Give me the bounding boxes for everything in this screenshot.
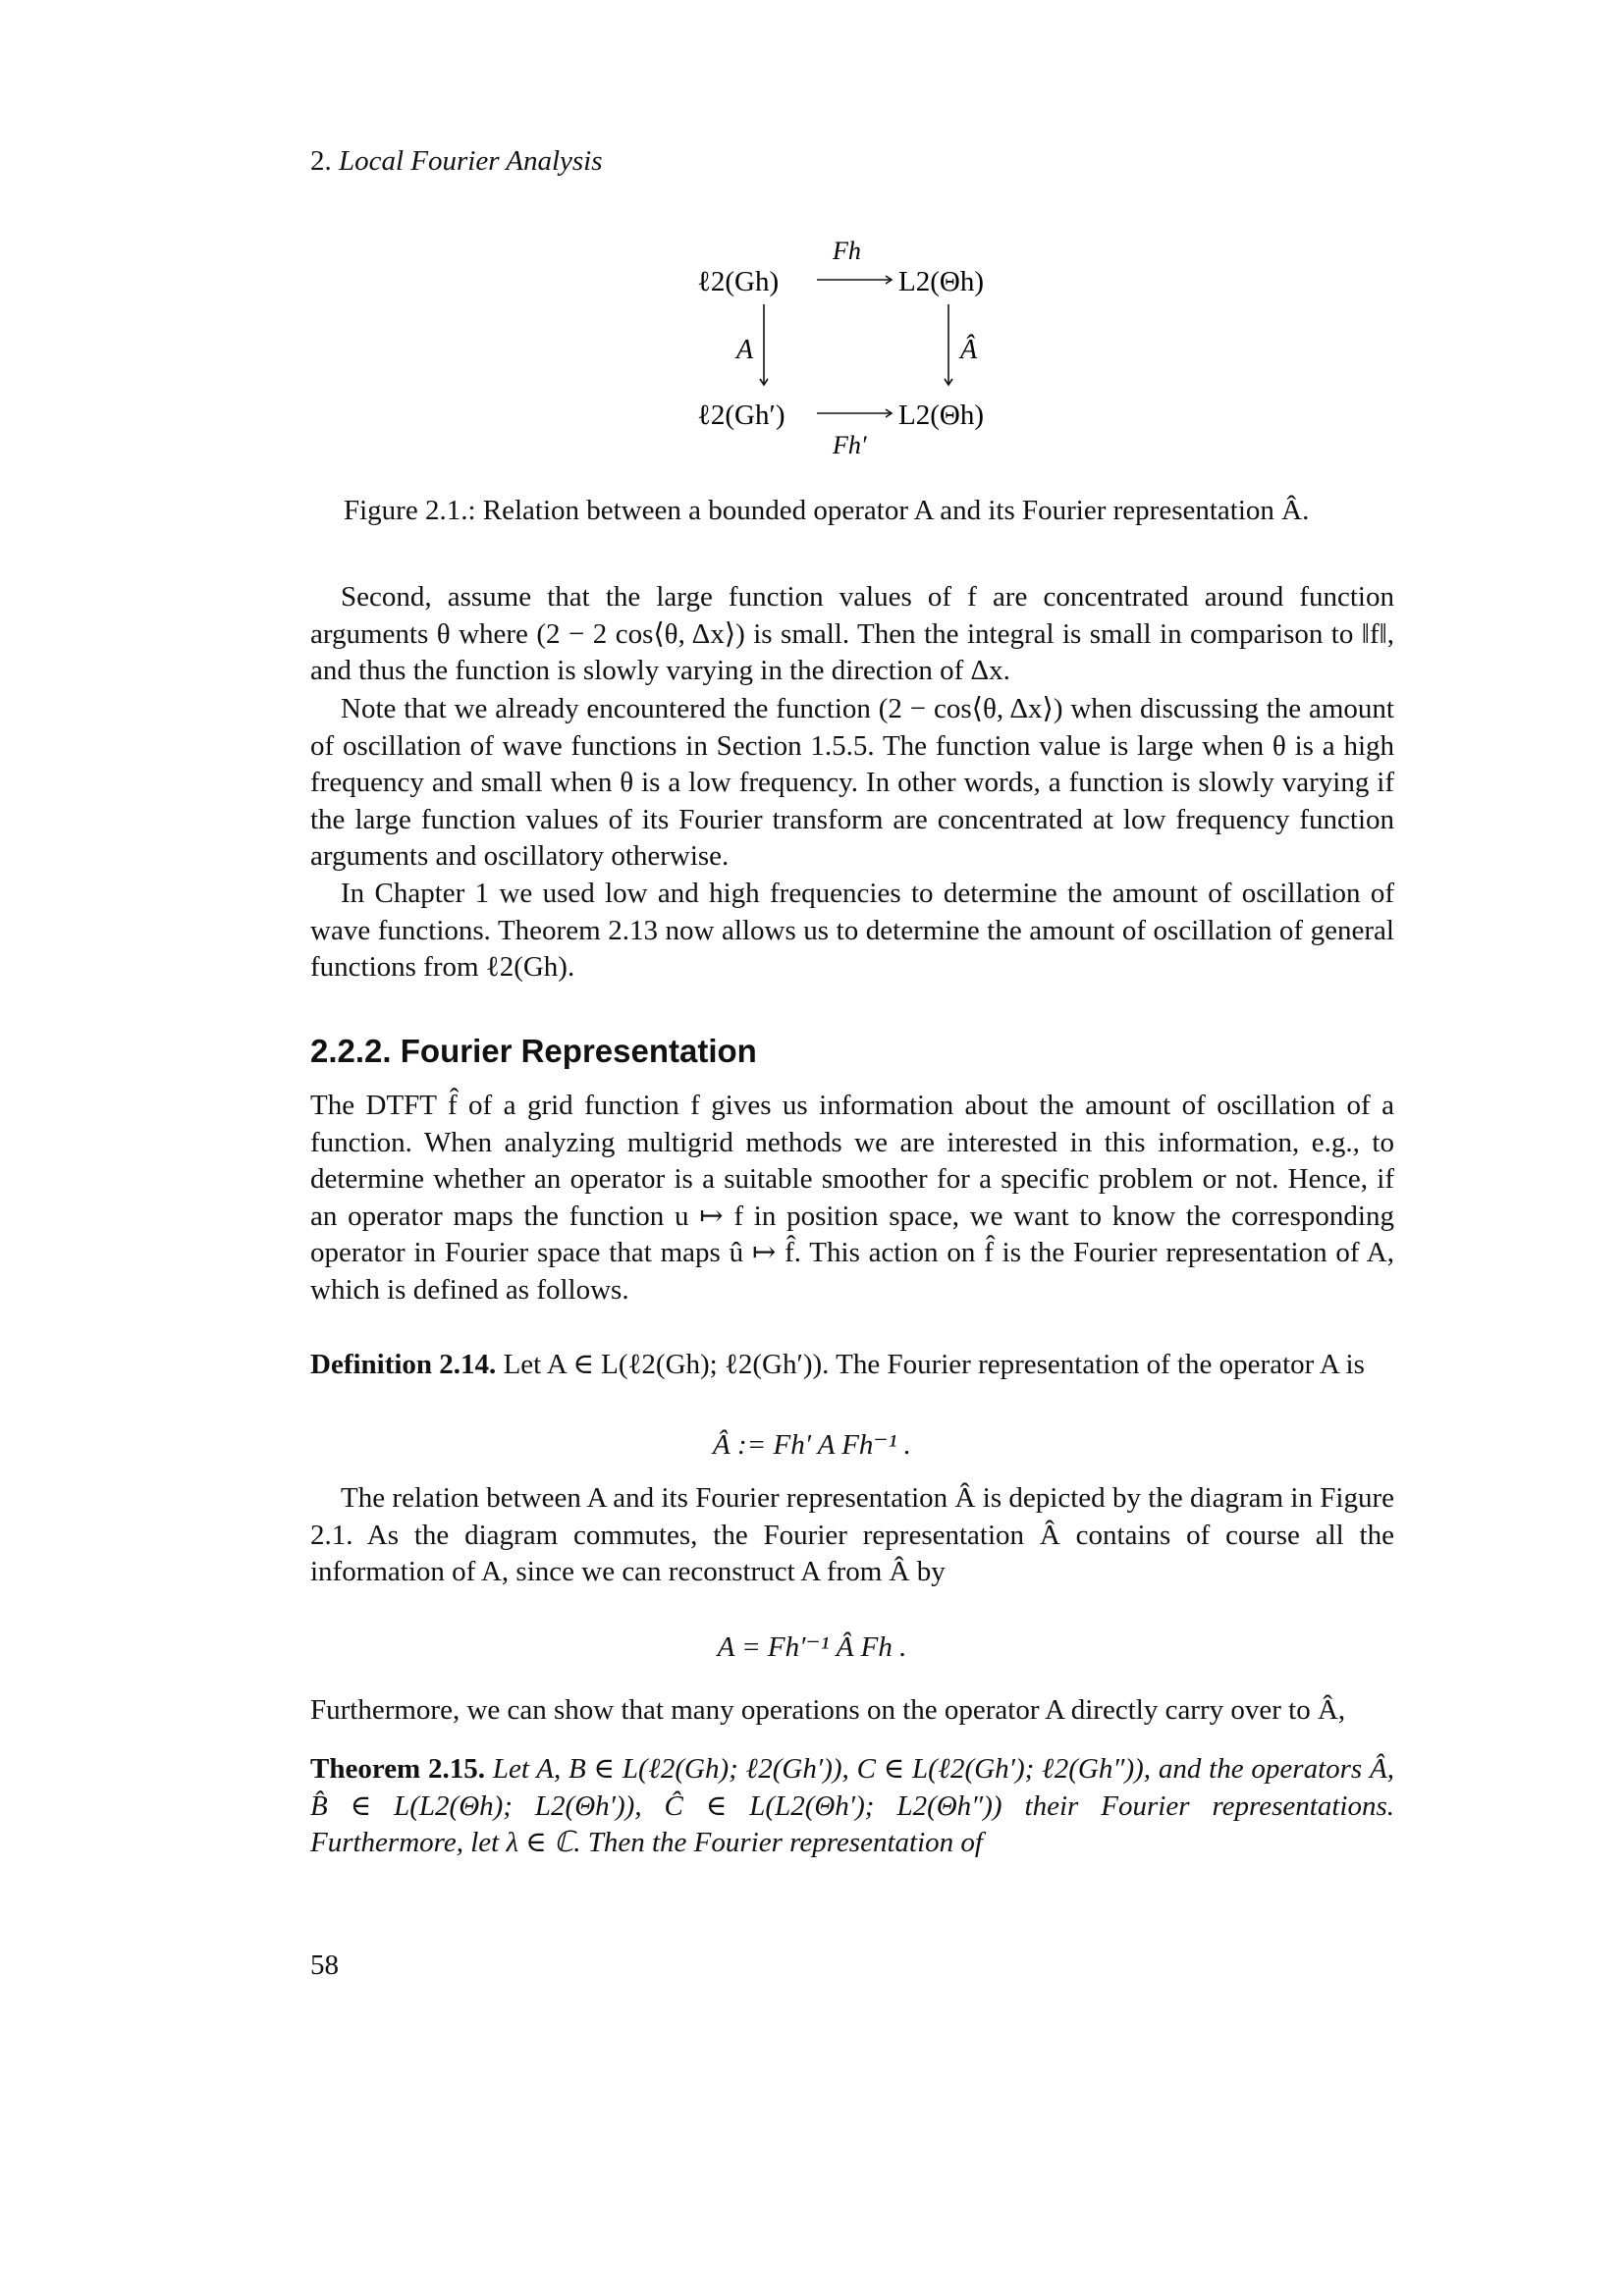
definition-2-14	[310, 1347, 1394, 1384]
running-head	[310, 145, 603, 178]
caption-label: Figure 2.1.:	[344, 495, 476, 526]
section-heading	[310, 1033, 757, 1070]
definition-equation: Â := Fh′ A Fh⁻¹ .	[713, 1429, 911, 1461]
definition-label: Definition 2.14.	[310, 1349, 497, 1380]
paragraph-1: Second, assume that the large function values of f are concentrated around function arguments θ where (2 − 2 cos⟨θ, Δx⟩) is small. Then the integral is small in comparison to ‖f‖, and thus the function is slowly varying in the direction of Δx.	[310, 581, 1394, 686]
diagram-top-arrow-label: Fh	[833, 237, 861, 265]
chapter-number: 2.	[310, 145, 332, 177]
figure-caption	[344, 495, 1309, 527]
theorem-text: Let A, B ∈ L(ℓ2(Gh); ℓ2(Gh′)), C ∈ L(ℓ2(Gh′); ℓ2(Gh″)), and the operators Â, B̂ ∈ L(L2(Θh); L2(Θh′)), Ĉ ∈ L(L2(Θh′); L2(Θh″)) their Fourier representations. Furthermore, let λ ∈ ℂ. Then the Fourier representation of	[310, 1753, 1394, 1858]
diagram-bottom-right: L2(Θh)	[898, 400, 984, 431]
paragraph-2: Note that we already encountered the function (2 − cos⟨θ, Δx⟩) when discussing the amount of oscillation of wave functions in Section 1.5.5. The function value is large when θ is a high frequency and small when θ is a low frequency. In other words, a function is slowly varying if the large function values of its Fourier transform are concentrated at low frequency function arguments and oscillatory otherwise.	[310, 693, 1394, 872]
diagram-left-arrow-label: A	[736, 335, 754, 365]
paragraph-5: The relation between A and its Fourier representation Â is depicted by the diagram in Figure 2.1. As the diagram commutes, the Fourier representation Â contains of course all the information of A, since we can reconstruct A from Â by	[310, 1482, 1394, 1587]
paragraph-6: Furthermore, we can show that many operations on the operator A directly carry over to Â,	[310, 1694, 1346, 1726]
diagram-right-arrow-label: Â	[960, 335, 978, 365]
paragraph-3: In Chapter 1 we used low and high frequencies to determine the amount of oscillation of wave functions. Theorem 2.13 now allows us to determine the amount of oscillation of general functions from ℓ2(Gh).	[310, 878, 1394, 983]
page-number: 58	[310, 1949, 339, 1981]
diagram-bottom-left: ℓ2(Gh′)	[697, 400, 785, 431]
section-title: Fourier Representation	[400, 1033, 757, 1069]
definition-text: Let A ∈ L(ℓ2(Gh); ℓ2(Gh′)). The Fourier representation of the operator A is	[503, 1349, 1365, 1380]
section-number: 2.2.2.	[310, 1033, 392, 1069]
caption-text: Relation between a bounded operator A and its Fourier representation Â.	[482, 495, 1310, 526]
reconstruction-equation: A = Fh′⁻¹ Â Fh .	[717, 1631, 907, 1663]
diagram-top-right: L2(Θh)	[898, 266, 984, 297]
paragraph-4: The DTFT f̂ of a grid function f gives us information about the amount of oscillation of a function. When analyzing multigrid methods we are interested in this information, e.g., to determine whether an operator is a suitable smoother for a specific problem or not. Hence, if an operator maps the function u ↦ f in position space, we want to know the corresponding operator in Fourier space that maps û ↦ f̂. This action on f̂ is the Fourier representation of A, which is defined as follows.	[310, 1090, 1394, 1306]
theorem-2-15	[310, 1751, 1394, 1862]
chapter-title: Local Fourier Analysis	[339, 145, 603, 177]
diagram-bottom-arrow-label: Fh′	[833, 431, 867, 459]
diagram-top-left: ℓ2(Gh)	[697, 266, 780, 297]
commutative-diagram	[687, 236, 1021, 461]
theorem-label: Theorem 2.15.	[310, 1753, 486, 1785]
